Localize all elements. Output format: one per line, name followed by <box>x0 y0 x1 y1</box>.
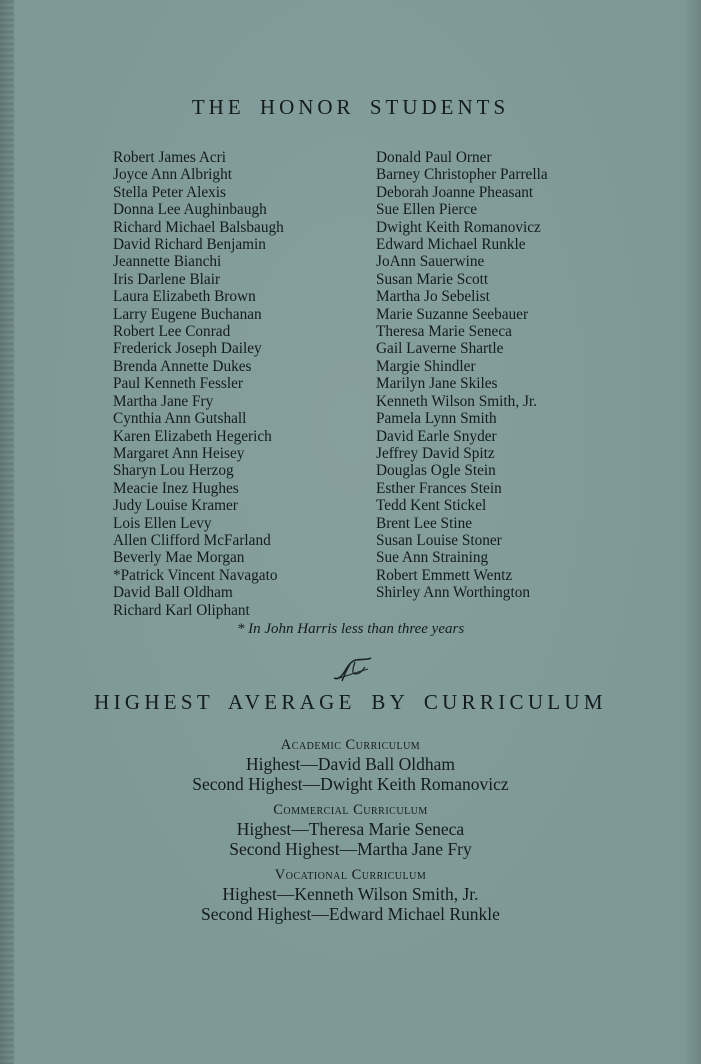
student-name: Brenda Annette Dukes <box>113 357 252 375</box>
student-name: Richard Michael Balsbaugh <box>113 218 284 236</box>
footnote: * In John Harris less than three years <box>236 621 465 637</box>
second-highest-line: Second Highest—Edward Michael Runkle <box>201 904 500 924</box>
student-name: Barney Christopher Parrella <box>376 166 548 184</box>
curriculum-heading: Vocational Curriculum <box>274 867 427 883</box>
student-name: Shirley Ann Worthington <box>376 584 531 602</box>
student-name: Dwight Keith Romanovicz <box>376 218 541 236</box>
student-name: Deborah Joanne Pheasant <box>376 183 534 201</box>
student-name: David Ball Oldham <box>113 584 233 602</box>
student-name: Beverly Mae Morgan <box>113 549 245 567</box>
student-name: Gail Laverne Shartle <box>376 340 504 358</box>
student-name: Marie Suzanne Seebauer <box>376 305 529 323</box>
curriculum-heading: Commercial Curriculum <box>273 802 428 818</box>
second-highest-line: Second Highest—Dwight Keith Romanovicz <box>192 774 509 794</box>
student-name: Stella Peter Alexis <box>113 183 227 201</box>
student-name: Judy Louise Kramer <box>113 497 238 515</box>
highest-line: Highest—Kenneth Wilson Smith, Jr. <box>222 884 479 904</box>
second-highest-line: Second Highest—Martha Jane Fry <box>229 839 472 859</box>
student-name: Theresa Marie Seneca <box>376 323 512 341</box>
student-name: Iris Darlene Blair <box>113 270 221 288</box>
student-name: Allen Clifford McFarland <box>113 531 271 549</box>
student-name: Sue Ellen Pierce <box>376 201 478 219</box>
student-name: Lois Ellen Levy <box>113 514 212 532</box>
student-name: JoAnn Sauerwine <box>376 253 485 271</box>
curriculum-academic <box>0 736 701 794</box>
student-name: Martha Jo Sebelist <box>376 288 490 306</box>
curriculum-commercial <box>0 801 701 859</box>
student-name: *Patrick Vincent Navagato <box>113 566 278 584</box>
student-name: Jeannette Bianchi <box>113 253 222 271</box>
student-name: Brent Lee Stine <box>376 514 473 532</box>
student-name: Joyce Ann Albright <box>113 166 232 184</box>
student-name: Paul Kenneth Fessler <box>113 375 244 393</box>
student-name: Jeffrey David Spitz <box>376 444 495 462</box>
student-name: Richard Karl Oliphant <box>113 601 250 619</box>
curriculum-vocational <box>0 866 701 924</box>
student-name: Margie Shindler <box>376 357 476 375</box>
curriculum-heading: Academic Curriculum <box>280 737 421 753</box>
honor-students-right-column <box>376 149 548 602</box>
honor-students-left-column <box>113 149 284 619</box>
student-name: Robert Emmett Wentz <box>376 566 513 584</box>
student-name: David Richard Benjamin <box>113 236 266 254</box>
section-title: HIGHEST AVERAGE BY CURRICULUM <box>94 690 607 714</box>
student-name: Larry Eugene Buchanan <box>113 305 262 323</box>
flourish-ornament-icon <box>330 654 374 684</box>
student-name: Sharyn Lou Herzog <box>113 462 234 480</box>
student-name: Susan Marie Scott <box>376 270 489 288</box>
student-name: Susan Louise Stoner <box>376 531 502 549</box>
student-name: Meacie Inez Hughes <box>113 479 239 497</box>
student-name: Martha Jane Fry <box>113 392 214 410</box>
student-name: Marilyn Jane Skiles <box>376 375 498 393</box>
student-name: Margaret Ann Heisey <box>113 444 245 462</box>
student-name: Cynthia Ann Gutshall <box>113 410 247 428</box>
student-name: Edward Michael Runkle <box>376 236 526 254</box>
student-name: Kenneth Wilson Smith, Jr. <box>376 392 537 410</box>
student-name: Donald Paul Orner <box>376 149 492 166</box>
student-name: Sue Ann Straining <box>376 549 489 567</box>
student-name: Tedd Kent Stickel <box>376 497 487 515</box>
student-name: Donna Lee Aughinbaugh <box>113 201 267 219</box>
student-name: Laura Elizabeth Brown <box>113 288 256 306</box>
student-name: Karen Elizabeth Hegerich <box>113 427 272 445</box>
highest-line: Highest—Theresa Marie Seneca <box>236 819 465 839</box>
student-name: Robert James Acri <box>113 149 227 166</box>
student-name: Douglas Ogle Stein <box>376 462 496 480</box>
student-name: David Earle Snyder <box>376 427 497 445</box>
highest-line: Highest—David Ball Oldham <box>245 754 455 774</box>
student-name: Esther Frances Stein <box>376 479 502 497</box>
student-name: Robert Lee Conrad <box>113 323 231 341</box>
page-title: THE HONOR STUDENTS <box>191 95 510 119</box>
student-name: Pamela Lynn Smith <box>376 410 497 428</box>
student-name: Frederick Joseph Dailey <box>113 340 262 358</box>
